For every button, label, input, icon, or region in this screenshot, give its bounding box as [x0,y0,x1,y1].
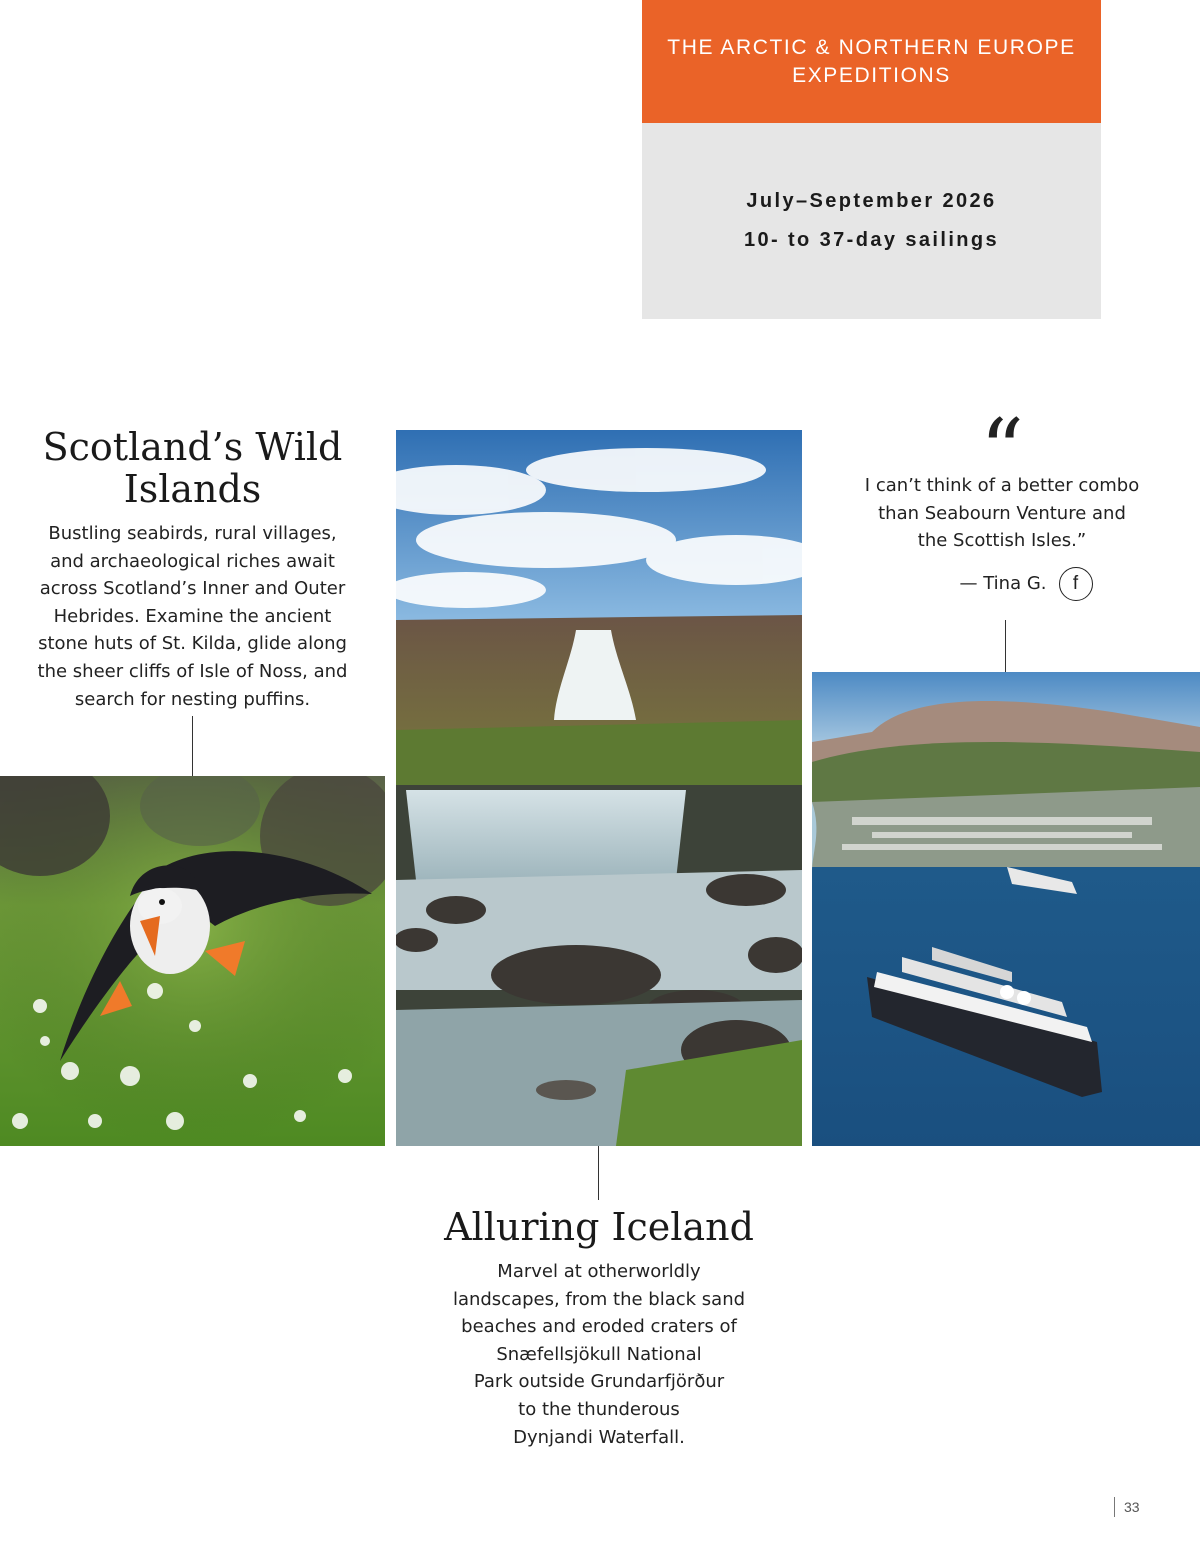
scotland-body-line: Hebrides. Examine the ancient [53,605,332,627]
scotland-title [20,426,365,510]
scotland-section [20,426,365,713]
scotland-body [20,520,365,713]
quote-attribution-row [852,567,1152,601]
harbour-ship-photo [812,672,1200,1146]
puffin-photo [0,776,385,1146]
waterfall-photo [396,430,802,1146]
scotland-body-line: and archaeological riches await [50,550,335,572]
iceland-body-line: Marvel at otherworldly [497,1261,701,1282]
scotland-body-line: the sheer cliffs of Isle of Noss, and [37,660,348,682]
testimonial [852,401,1152,601]
iceland-body-line: to the thunderous [518,1398,680,1420]
iceland-body-line: Park outside Grundarfjörður [473,1371,725,1393]
iceland-body-line: Snæfellsjökull National [496,1343,702,1365]
iceland-body-line: beaches and eroded craters of [461,1316,737,1338]
connector-line [192,716,193,776]
iceland-body [398,1258,800,1451]
iceland-section [398,1206,800,1451]
banner-title-line2: EXPEDITIONS [792,63,951,87]
quote-line: the Scottish Isles.” [917,530,1087,552]
scotland-title-line2: Islands [123,467,262,511]
trip-duration: 10- to 37-day sailings [743,229,1000,251]
iceland-body-line: Dynjandi Waterfall. [513,1426,685,1448]
scotland-body-line: Bustling seabirds, rural villages, [48,523,337,544]
connector-line [1005,620,1006,672]
quote-attribution: — Tina G. [959,572,1047,594]
scotland-body-line: across Scotland’s Inner and Outer [39,578,346,600]
iceland-body-line: landscapes, from the black sand [452,1288,746,1310]
quote-line: I can’t think of a better combo [864,475,1140,496]
page-number: 33 [1124,1499,1140,1515]
quote-line: than Seabourn Venture and [878,502,1126,524]
quote-text [852,472,1152,555]
quote-mark-icon: “ [980,401,1024,501]
trip-dates: July–September 2026 [746,190,997,212]
scotland-body-line: search for nesting puffins. [74,688,311,710]
banner-title-line1: THE ARCTIC & NORTHERN EUROPE [667,35,1076,59]
facebook-icon[interactable]: f [1059,567,1093,601]
scotland-body-line: stone huts of St. Kilda, glide along [38,633,347,655]
scotland-title-line1: Scotland’s Wild [42,425,343,469]
iceland-title: Alluring Iceland [444,1205,754,1249]
trip-info-box [642,123,1101,319]
page-number-divider [1114,1497,1115,1517]
section-banner [642,0,1101,123]
connector-line [598,1146,599,1200]
